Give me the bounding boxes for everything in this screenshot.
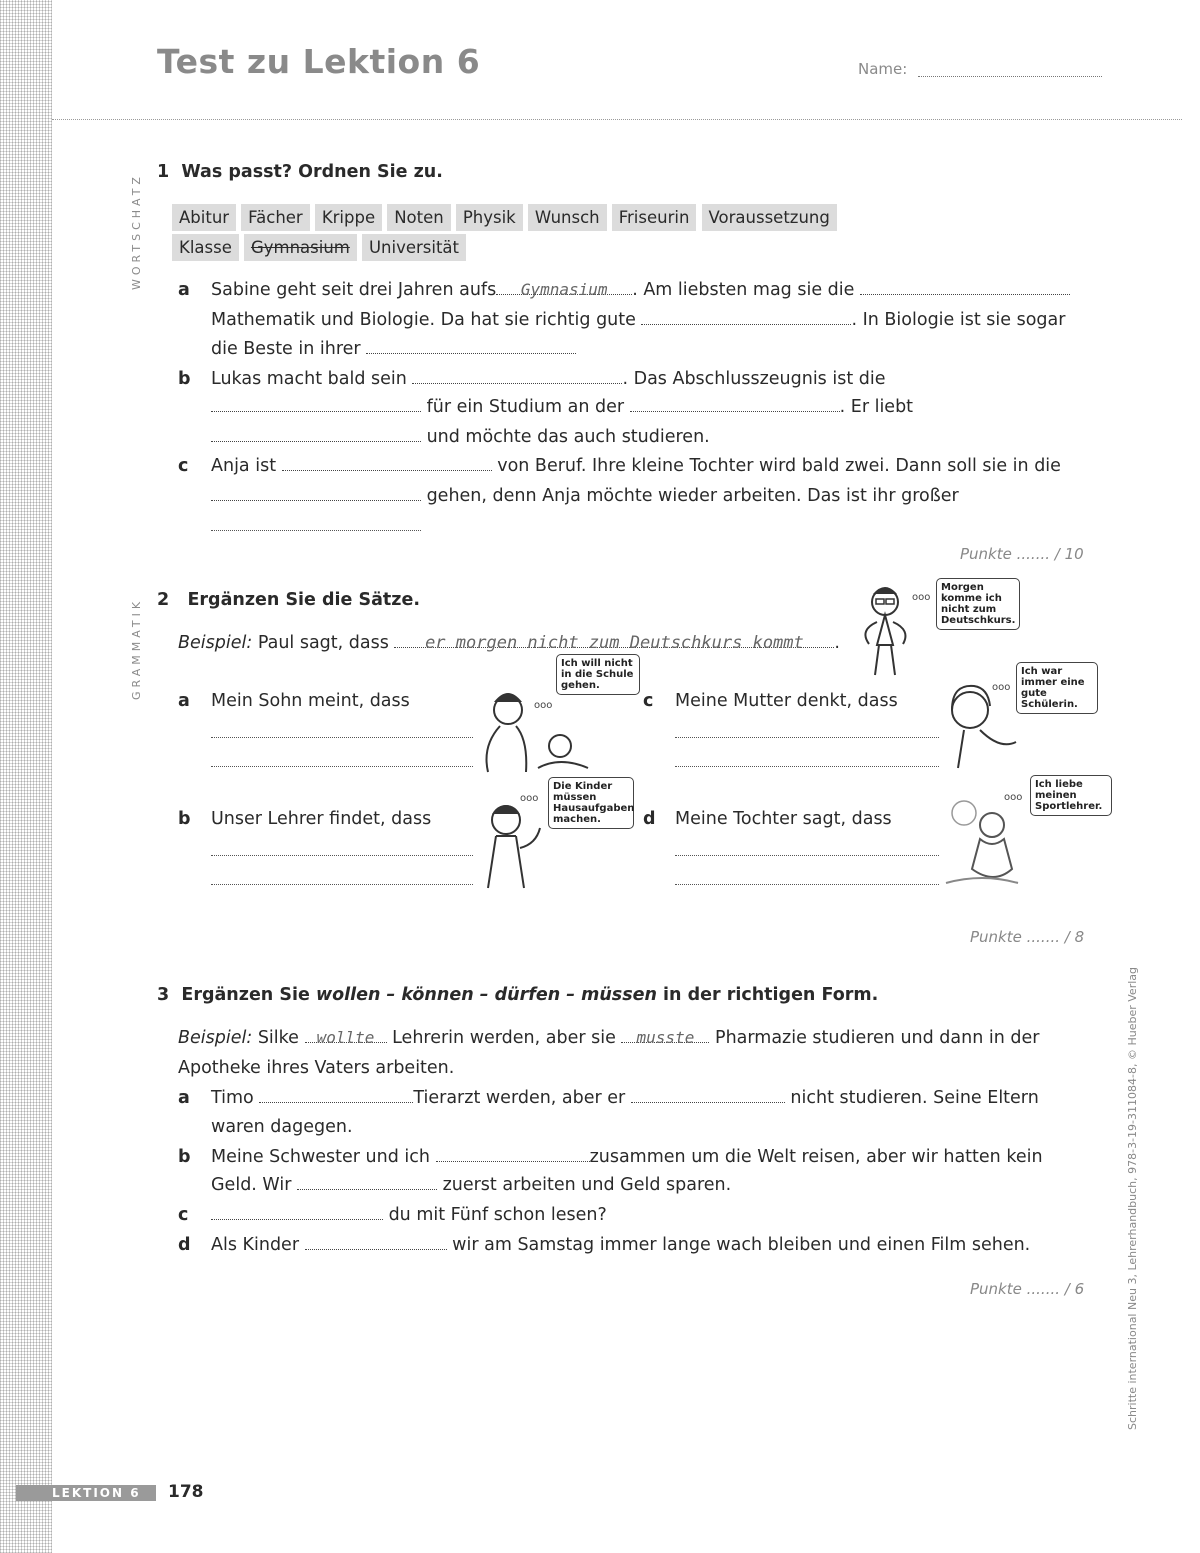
- word-box-row1: [172, 204, 872, 231]
- word-box: Physik: [456, 204, 523, 231]
- text: nicht studieren. Seine Eltern: [790, 1088, 1039, 1108]
- answer-blank[interactable]: [211, 766, 473, 767]
- thought-dots-icon: ooo: [534, 700, 553, 711]
- item-label: c: [178, 1205, 189, 1225]
- ex1-c-line2: [211, 486, 959, 506]
- ex3-a-line2: waren dagegen.: [211, 1117, 353, 1137]
- page-title: Test zu Lektion 6: [157, 42, 481, 81]
- section-label-wortschatz: WORTSCHATZ: [130, 173, 143, 290]
- answer-blank[interactable]: [631, 1088, 785, 1103]
- item-label: a: [178, 691, 190, 711]
- text: . In Biologie ist sie sogar: [851, 310, 1066, 330]
- text: Lukas macht bald sein: [211, 369, 407, 389]
- example-answer: musste: [621, 1028, 709, 1043]
- answer-blank[interactable]: [211, 737, 473, 738]
- section-label-grammatik: GRAMMATIK: [130, 597, 143, 700]
- speech-bubble: Ich will nicht in die Schule gehen.: [556, 654, 640, 695]
- ex3-example-line1: [178, 1028, 1039, 1048]
- answer-blank[interactable]: [259, 1088, 413, 1103]
- teacher-illustration: [478, 798, 558, 890]
- ex1-b-line1: [211, 369, 886, 389]
- word-box: Wunsch: [528, 204, 607, 231]
- text: Geld. Wir: [211, 1175, 292, 1195]
- ex3-heading: [157, 985, 878, 1005]
- answer-blank[interactable]: [436, 1147, 590, 1162]
- text: Paul sagt, dass: [257, 633, 389, 653]
- text: und möchte das auch studieren.: [426, 427, 710, 447]
- ex2-example: Beispiel: Paul sagt, dass er morgen nicht zum Deutschkurs kommt .: [178, 633, 840, 653]
- text: Lehrerin werden, aber sie: [392, 1028, 616, 1048]
- daughter-illustration: [940, 795, 1025, 890]
- item-label: a: [178, 280, 190, 300]
- ex2-points: Punkte ....... / 8: [970, 928, 1085, 946]
- example-answer: wollte: [305, 1028, 387, 1043]
- text: . Das Abschlusszeugnis ist die: [622, 369, 886, 389]
- answer-blank[interactable]: [211, 397, 421, 412]
- ex2-heading: [157, 590, 420, 610]
- item-label: c: [178, 456, 189, 476]
- answer-blank[interactable]: [860, 280, 1070, 295]
- ex2-c-text: Meine Mutter denkt, dass: [675, 691, 898, 711]
- word-box: Fächer: [241, 204, 310, 231]
- name-input-line[interactable]: [918, 76, 1102, 77]
- speech-bubble: Ich liebe meinen Sportlehrer.: [1030, 775, 1112, 816]
- decorative-margin-stripe: [0, 0, 52, 1553]
- answer-blank[interactable]: [282, 456, 492, 471]
- text: Tierarzt werden, aber er: [413, 1088, 626, 1108]
- answer-blank[interactable]: [211, 530, 421, 531]
- text: zuerst arbeiten und Geld sparen.: [442, 1175, 732, 1195]
- ex3-d-line1: [211, 1235, 1030, 1255]
- thought-dots-icon: ooo: [1004, 792, 1023, 803]
- answer-blank[interactable]: [211, 427, 421, 442]
- text: von Beruf. Ihre kleine Tochter wird bald zwei. Dann soll sie in die: [497, 456, 1061, 476]
- text: in der richtigen Form.: [656, 985, 879, 1005]
- speech-bubble: Morgen komme ich nicht zum Deutschkurs.: [936, 578, 1020, 630]
- text: Pharmazie studieren und dann in der: [715, 1028, 1040, 1048]
- text: Mathematik und Biologie. Da hat sie richtig gute: [211, 310, 636, 330]
- header-divider: [52, 119, 1182, 120]
- ex3-points: Punkte ....... / 6: [970, 1280, 1085, 1298]
- answer-blank[interactable]: [211, 486, 421, 501]
- speech-bubble: Die Kinder müssen Hausaufgaben machen.: [548, 777, 634, 829]
- word-box: Abitur: [172, 204, 236, 231]
- page-number: 178: [168, 1482, 204, 1502]
- answer-blank[interactable]: [675, 855, 939, 856]
- ex2-a-text: Mein Sohn meint, dass: [211, 691, 410, 711]
- ex1-b-line2: [211, 397, 913, 417]
- thought-dots-icon: ooo: [520, 793, 539, 804]
- answer-blank[interactable]: [675, 884, 939, 885]
- item-label: c: [643, 691, 654, 711]
- item-label: b: [178, 809, 191, 829]
- ex3-c-line1: [211, 1205, 607, 1225]
- answer-blank[interactable]: [675, 766, 939, 767]
- text: Als Kinder: [211, 1235, 300, 1255]
- example-answer: Gymnasium: [496, 280, 632, 295]
- modal-verbs: wollen – können – dürfen – müssen: [315, 985, 657, 1005]
- example-label: Beispiel:: [178, 1028, 253, 1048]
- ex1-a-line2: [211, 310, 1065, 330]
- answer-blank[interactable]: [412, 369, 622, 384]
- ex2-b-text: Unser Lehrer findet, dass: [211, 809, 432, 829]
- word-box: Voraussetzung: [702, 204, 837, 231]
- ex1-a-line3: [211, 339, 576, 359]
- word-box: Universität: [362, 234, 466, 261]
- ex3-b-line2: [211, 1175, 731, 1195]
- ex3-b-line1: [211, 1147, 1043, 1167]
- word-box: Friseurin: [612, 204, 697, 231]
- answer-blank[interactable]: [211, 855, 473, 856]
- thought-dots-icon: ooo: [912, 592, 931, 603]
- item-label: b: [178, 1147, 191, 1167]
- text: Anja ist: [211, 456, 277, 476]
- word-box: Krippe: [315, 204, 382, 231]
- example-label: Beispiel:: [178, 633, 253, 653]
- answer-blank[interactable]: [675, 737, 939, 738]
- ex3-number: 3: [157, 985, 170, 1005]
- lesson-badge: LEKTION 6: [16, 1485, 156, 1501]
- text: zusammen um die Welt reisen, aber wir hatten kein: [589, 1147, 1043, 1167]
- text: Ergänzen Sie: [181, 985, 316, 1005]
- ex3-a-line1: [211, 1088, 1039, 1108]
- ex1-b-line3: [211, 427, 710, 447]
- ex1-points: Punkte ....... / 10: [960, 545, 1084, 563]
- word-box: Klasse: [172, 234, 239, 261]
- answer-blank[interactable]: [211, 1205, 383, 1220]
- ex1-c-line1: [211, 456, 1061, 476]
- ex1-a-line1: [211, 280, 1070, 300]
- text: für ein Studium an der: [426, 397, 625, 417]
- item-label: d: [643, 809, 656, 829]
- ex2-d-text: Meine Tochter sagt, dass: [675, 809, 892, 829]
- text: wir am Samstag immer lange wach bleiben und einen Film sehen.: [452, 1235, 1031, 1255]
- answer-blank[interactable]: [297, 1175, 437, 1190]
- text: Meine Schwester und ich: [211, 1147, 430, 1167]
- answer-blank[interactable]: [641, 310, 851, 325]
- text: du mit Fünf schon lesen?: [388, 1205, 607, 1225]
- word-box-used: Gymnasium: [244, 234, 357, 261]
- example-answer: er morgen nicht zum Deutschkurs kommt: [394, 633, 834, 648]
- ex1-number: 1: [157, 162, 170, 182]
- item-label: a: [178, 1088, 190, 1108]
- text: Sabine geht seit drei Jahren aufs: [211, 280, 497, 300]
- mother-illustration: [940, 680, 1020, 770]
- speech-bubble: Ich war immer eine gute Schülerin.: [1016, 662, 1098, 714]
- ex2-instruction: Ergänzen Sie die Sätze.: [187, 590, 420, 610]
- copyright-notice: Schritte international Neu 3, Lehrerhandbuch, 978-3-19-311084-8, © Hueber Verlag: [1126, 967, 1139, 1430]
- answer-blank[interactable]: [305, 1235, 447, 1250]
- word-box-row2: [172, 234, 466, 261]
- item-label: d: [178, 1235, 191, 1255]
- name-label: Name:: [858, 60, 908, 78]
- text: gehen, denn Anja möchte wieder arbeiten. Das ist ihr großer: [426, 486, 959, 506]
- text: Timo: [211, 1088, 254, 1108]
- ex1-instruction: Was passt? Ordnen Sie zu.: [181, 162, 443, 182]
- text: . Am liebsten mag sie die: [632, 280, 855, 300]
- text: . Er liebt: [839, 397, 914, 417]
- ex2-number: 2: [157, 590, 170, 610]
- thought-dots-icon: ooo: [992, 682, 1011, 693]
- answer-blank[interactable]: [211, 884, 473, 885]
- ex1-heading: [157, 162, 443, 182]
- item-label: b: [178, 369, 191, 389]
- word-box: Noten: [387, 204, 451, 231]
- ex3-example-line2: Apotheke ihres Vaters arbeiten.: [178, 1058, 455, 1078]
- text: Silke: [257, 1028, 299, 1048]
- answer-blank[interactable]: [366, 339, 576, 354]
- answer-blank[interactable]: [630, 397, 840, 412]
- text: die Beste in ihrer: [211, 339, 361, 359]
